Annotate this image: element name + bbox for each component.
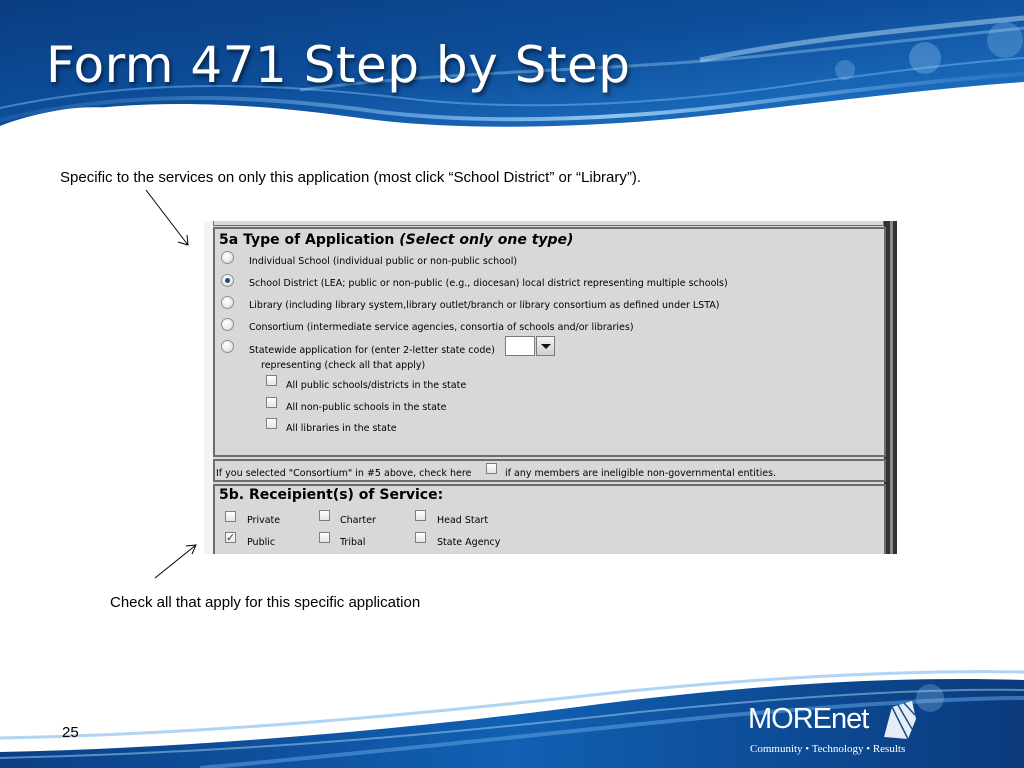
radio-individual-school[interactable] <box>221 251 234 264</box>
logo-tagline: Community • Technology • Results <box>750 743 906 755</box>
all-non-public-schools-label: All non-public schools in the state <box>286 402 447 413</box>
consortium-note-after: if any members are ineligible non-governmental entities. <box>505 468 777 479</box>
checkbox-public[interactable] <box>225 532 236 543</box>
section-5a-heading: 5a Type of Application (Select only one type) <box>219 232 574 248</box>
annotation-top: Specific to the services on only this application (most click “School District” or “Library”). <box>60 169 642 186</box>
annotation-bottom: Check all that apply for this specific application <box>110 594 421 611</box>
checkbox-charter[interactable] <box>319 510 330 521</box>
consortium-note-before: If you selected "Consortium" in #5 above, check here <box>216 468 472 479</box>
top-strip <box>213 221 884 226</box>
logo-wordmark: MOREnet <box>748 703 869 735</box>
recipient-state-agency-label: State Agency <box>437 537 501 548</box>
recipient-private-label: Private <box>247 515 281 526</box>
option-library-label: Library (including library system,library outlet/branch or library consortium as defined under LSTA) <box>249 300 720 311</box>
all-libraries-label: All libraries in the state <box>286 423 397 434</box>
recipient-tribal-label: Tribal <box>340 537 366 548</box>
missouri-map-icon <box>878 699 920 743</box>
checkbox-head-start[interactable] <box>415 510 426 521</box>
consortium-note-panel <box>213 459 886 482</box>
recipient-head-start-label: Head Start <box>437 515 489 526</box>
option-statewide-label: Statewide application for (enter 2-letter state code) <box>249 345 495 356</box>
chevron-down-icon[interactable] <box>536 336 555 356</box>
page-number: 25 <box>62 724 79 741</box>
morenet-logo <box>748 699 928 761</box>
radio-school-district[interactable] <box>221 274 234 287</box>
arrow-to-5b <box>155 545 196 578</box>
radio-consortium[interactable] <box>221 318 234 331</box>
representing-label: representing (check all that apply) <box>261 360 426 371</box>
option-individual-school-label: Individual School (individual public or non-public school) <box>249 256 518 267</box>
checkbox-all-libraries[interactable] <box>266 418 277 429</box>
section-5a-panel <box>213 227 886 457</box>
section-5b-panel <box>213 484 886 554</box>
left-frame-rail <box>204 221 213 554</box>
all-public-schools-label: All public schools/districts in the state <box>286 380 467 391</box>
arrow-to-5a <box>146 190 188 245</box>
option-school-district-label: School District (LEA; public or non-public (e.g., diocesan) local district representing multiple schools) <box>249 278 728 289</box>
checkbox-state-agency[interactable] <box>415 532 426 543</box>
radio-library[interactable] <box>221 296 234 309</box>
slide-title: Form 471 Step by Step <box>46 36 631 94</box>
check-mark-icon: ✓ <box>226 531 236 544</box>
recipient-charter-label: Charter <box>340 515 376 526</box>
checkbox-private[interactable] <box>225 511 236 522</box>
checkbox-ineligible-members[interactable] <box>486 463 497 474</box>
form-screenshot <box>204 221 897 554</box>
radio-statewide[interactable] <box>221 340 234 353</box>
option-consortium-label: Consortium (intermediate service agencies, consortia of schools and/or libraries) <box>249 322 634 333</box>
state-code-select[interactable] <box>505 336 535 356</box>
recipient-public-label: Public <box>247 537 276 548</box>
section-5b-heading: 5b. Receipient(s) of Service: <box>219 487 444 503</box>
checkbox-tribal[interactable] <box>319 532 330 543</box>
section-5a-heading-emphasis: (Select only one type) <box>399 232 574 248</box>
checkbox-all-non-public-schools[interactable] <box>266 397 277 408</box>
checkbox-all-public-schools[interactable] <box>266 375 277 386</box>
